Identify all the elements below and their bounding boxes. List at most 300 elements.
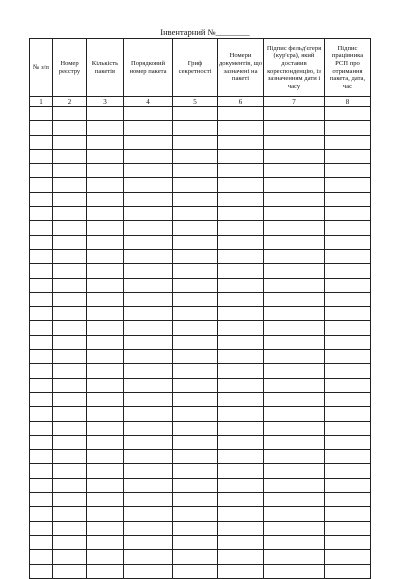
table-cell: [124, 550, 173, 564]
table-cell: [30, 164, 53, 178]
table-cell: [264, 435, 325, 449]
table-cell: [218, 378, 264, 392]
table-cell: [173, 292, 218, 306]
table-cell: [87, 550, 124, 564]
table-cell: [30, 107, 53, 121]
table-cell: [173, 107, 218, 121]
table-cell: [173, 192, 218, 206]
table-cell: [87, 107, 124, 121]
table-cell: [53, 278, 87, 292]
table-cell: [124, 192, 173, 206]
table-cell: [173, 278, 218, 292]
table-cell: [53, 264, 87, 278]
table-cell: [30, 407, 53, 421]
table-cell: [124, 292, 173, 306]
table-cell: [124, 535, 173, 549]
table-cell: [218, 149, 264, 163]
table-cell: [53, 178, 87, 192]
table-cell: [30, 235, 53, 249]
table-row: [30, 378, 371, 392]
header-row: [30, 39, 371, 97]
column-header-courier-signature: Підпис фельд'єгеря (кур'єра), який доставив кореспонденцію, із зазначенням дати і часу: [264, 39, 325, 97]
table-cell: [53, 307, 87, 321]
table-cell: [218, 207, 264, 221]
table-cell: [124, 164, 173, 178]
table-cell: [173, 450, 218, 464]
table-cell: [173, 335, 218, 349]
table-cell: [173, 407, 218, 421]
table-cell: [264, 278, 325, 292]
table-cell: [53, 535, 87, 549]
table-cell: [218, 493, 264, 507]
table-cell: [87, 278, 124, 292]
table-cell: [218, 135, 264, 149]
table-cell: [264, 507, 325, 521]
table-cell: [264, 564, 325, 578]
table-cell: [264, 478, 325, 492]
table-cell: [87, 307, 124, 321]
table-cell: [218, 121, 264, 135]
table-cell: [30, 464, 53, 478]
table-cell: [173, 264, 218, 278]
table-cell: [264, 321, 325, 335]
table-cell: [325, 507, 371, 521]
table-cell: [264, 550, 325, 564]
table-cell: [218, 249, 264, 263]
table-cell: [264, 235, 325, 249]
table-row: [30, 493, 371, 507]
table-cell: [30, 507, 53, 521]
table-cell: [325, 350, 371, 364]
table-cell: [30, 435, 53, 449]
table-cell: [124, 564, 173, 578]
table-cell: [30, 535, 53, 549]
table-cell: [325, 493, 371, 507]
table-cell: [53, 149, 87, 163]
table-cell: [325, 292, 371, 306]
table-cell: [53, 478, 87, 492]
table-cell: [264, 107, 325, 121]
table-cell: [30, 121, 53, 135]
table-cell: [173, 364, 218, 378]
table-cell: [264, 450, 325, 464]
table-cell: [30, 350, 53, 364]
table-row: [30, 521, 371, 535]
table-cell: [218, 521, 264, 535]
table-row: [30, 535, 371, 549]
table-cell: [264, 535, 325, 549]
table-cell: [325, 421, 371, 435]
table-cell: [53, 135, 87, 149]
table-cell: [218, 107, 264, 121]
table-cell: [264, 392, 325, 406]
table-cell: [173, 564, 218, 578]
table-cell: [325, 264, 371, 278]
table-cell: [325, 178, 371, 192]
table-cell: [87, 192, 124, 206]
table-cell: [30, 292, 53, 306]
table-cell: [53, 292, 87, 306]
table-cell: [30, 207, 53, 221]
table-cell: [87, 350, 124, 364]
table-cell: [218, 264, 264, 278]
table-cell: [173, 421, 218, 435]
table-cell: [124, 278, 173, 292]
column-header-seq-no: № з/п: [30, 39, 53, 97]
table-cell: [173, 478, 218, 492]
table-cell: [30, 264, 53, 278]
table-cell: [87, 164, 124, 178]
table-cell: [87, 407, 124, 421]
table-cell: [218, 292, 264, 306]
table-cell: [30, 278, 53, 292]
table-cell: [124, 464, 173, 478]
table-cell: [30, 307, 53, 321]
table-cell: [218, 278, 264, 292]
table-cell: [173, 321, 218, 335]
table-cell: [325, 164, 371, 178]
table-cell: [173, 221, 218, 235]
table-cell: [173, 378, 218, 392]
column-number-row: [30, 97, 371, 107]
table-cell: [87, 264, 124, 278]
column-header-package-count: Кількість пакетів: [87, 39, 124, 97]
table-cell: [264, 164, 325, 178]
table-cell: [30, 321, 53, 335]
table-cell: [218, 335, 264, 349]
table-cell: [264, 121, 325, 135]
table-cell: [124, 107, 173, 121]
table-cell: [53, 321, 87, 335]
table-row: [30, 264, 371, 278]
table-cell: [87, 564, 124, 578]
table-cell: [124, 350, 173, 364]
column-number: 5: [173, 97, 218, 107]
table-row: [30, 407, 371, 421]
table-row: [30, 564, 371, 578]
table-row: [30, 392, 371, 406]
table-cell: [124, 364, 173, 378]
table-cell: [124, 149, 173, 163]
table-cell: [53, 107, 87, 121]
table-cell: [53, 121, 87, 135]
table-cell: [30, 149, 53, 163]
table-cell: [124, 178, 173, 192]
table-cell: [173, 493, 218, 507]
table-cell: [53, 364, 87, 378]
table-cell: [30, 249, 53, 263]
table-cell: [53, 464, 87, 478]
table-row: [30, 421, 371, 435]
column-header-receiver-signature: Підпис працівника РСП про отримання пакета, дата, час: [325, 39, 371, 97]
table-cell: [87, 121, 124, 135]
table-cell: [173, 535, 218, 549]
table-cell: [87, 135, 124, 149]
table-cell: [325, 392, 371, 406]
table-cell: [264, 207, 325, 221]
table-cell: [53, 507, 87, 521]
table-cell: [124, 135, 173, 149]
table-row: [30, 207, 371, 221]
column-number: 1: [30, 97, 53, 107]
column-header-package-serial: Порядковий номер пакета: [124, 39, 173, 97]
table-cell: [30, 221, 53, 235]
table-cell: [124, 521, 173, 535]
table-cell: [124, 435, 173, 449]
table-cell: [218, 350, 264, 364]
table-cell: [264, 464, 325, 478]
table-cell: [87, 235, 124, 249]
table-cell: [87, 378, 124, 392]
table-cell: [325, 149, 371, 163]
table-cell: [124, 478, 173, 492]
column-header-register-number: Номер реєстру: [53, 39, 87, 97]
table-cell: [124, 264, 173, 278]
table-cell: [53, 564, 87, 578]
table-cell: [87, 435, 124, 449]
table-cell: [87, 421, 124, 435]
table-cell: [124, 321, 173, 335]
table-cell: [124, 392, 173, 406]
table-cell: [325, 121, 371, 135]
table-cell: [218, 421, 264, 435]
table-cell: [30, 421, 53, 435]
table-cell: [264, 192, 325, 206]
table-cell: [124, 207, 173, 221]
table-row: [30, 307, 371, 321]
table-cell: [124, 507, 173, 521]
table-cell: [173, 464, 218, 478]
table-row: [30, 507, 371, 521]
table-cell: [264, 493, 325, 507]
table-cell: [325, 307, 371, 321]
table-cell: [87, 478, 124, 492]
table-cell: [325, 235, 371, 249]
table-cell: [264, 135, 325, 149]
column-header-document-numbers: Номери документів, що зазначені на пакеті: [218, 39, 264, 97]
register-table: [29, 38, 371, 579]
column-number: 3: [87, 97, 124, 107]
table-cell: [218, 450, 264, 464]
table-cell: [30, 335, 53, 349]
table-cell: [218, 435, 264, 449]
page-title: Інвентарний №________: [160, 27, 250, 37]
table-cell: [325, 249, 371, 263]
table-cell: [173, 135, 218, 149]
table-cell: [218, 192, 264, 206]
table-row: [30, 121, 371, 135]
table-row: [30, 107, 371, 121]
table-cell: [87, 178, 124, 192]
table-cell: [173, 164, 218, 178]
table-cell: [264, 364, 325, 378]
table-cell: [30, 192, 53, 206]
table-cell: [173, 121, 218, 135]
table-cell: [264, 335, 325, 349]
table-cell: [218, 407, 264, 421]
table-cell: [30, 493, 53, 507]
table-cell: [30, 392, 53, 406]
table-cell: [173, 550, 218, 564]
table-cell: [87, 221, 124, 235]
table-cell: [124, 221, 173, 235]
table-cell: [218, 178, 264, 192]
table-cell: [30, 564, 53, 578]
register-body: [30, 107, 371, 579]
table-cell: [173, 350, 218, 364]
table-cell: [53, 550, 87, 564]
column-number: 6: [218, 97, 264, 107]
table-cell: [53, 493, 87, 507]
table-cell: [325, 464, 371, 478]
table-cell: [30, 378, 53, 392]
column-number: 8: [325, 97, 371, 107]
table-row: [30, 292, 371, 306]
table-cell: [218, 564, 264, 578]
table-row: [30, 221, 371, 235]
table-cell: [124, 307, 173, 321]
table-cell: [325, 478, 371, 492]
table-cell: [87, 535, 124, 549]
table-cell: [124, 378, 173, 392]
table-cell: [218, 478, 264, 492]
table-cell: [325, 135, 371, 149]
table-cell: [325, 564, 371, 578]
table-cell: [325, 335, 371, 349]
table-cell: [173, 392, 218, 406]
table-cell: [87, 321, 124, 335]
table-cell: [264, 407, 325, 421]
table-cell: [53, 435, 87, 449]
table-cell: [264, 307, 325, 321]
column-number: 2: [53, 97, 87, 107]
table-cell: [264, 264, 325, 278]
table-cell: [87, 521, 124, 535]
table-cell: [264, 421, 325, 435]
table-cell: [173, 178, 218, 192]
table-cell: [87, 364, 124, 378]
table-cell: [53, 235, 87, 249]
table-cell: [264, 378, 325, 392]
table-cell: [53, 335, 87, 349]
table-cell: [30, 364, 53, 378]
table-cell: [218, 507, 264, 521]
table-cell: [218, 364, 264, 378]
table-cell: [87, 464, 124, 478]
table-cell: [87, 249, 124, 263]
table-cell: [30, 178, 53, 192]
table-cell: [325, 435, 371, 449]
table-cell: [30, 135, 53, 149]
table-cell: [325, 321, 371, 335]
table-row: [30, 435, 371, 449]
table-cell: [124, 249, 173, 263]
table-cell: [87, 507, 124, 521]
table-cell: [325, 207, 371, 221]
table-row: [30, 192, 371, 206]
table-cell: [325, 378, 371, 392]
table-cell: [218, 464, 264, 478]
table-row: [30, 135, 371, 149]
table-cell: [124, 121, 173, 135]
table-cell: [325, 192, 371, 206]
table-cell: [53, 164, 87, 178]
table-row: [30, 321, 371, 335]
table-cell: [325, 107, 371, 121]
table-cell: [87, 392, 124, 406]
table-cell: [124, 407, 173, 421]
table-cell: [30, 478, 53, 492]
table-row: [30, 178, 371, 192]
table-row: [30, 550, 371, 564]
table-cell: [325, 550, 371, 564]
table-cell: [218, 235, 264, 249]
table-cell: [124, 235, 173, 249]
table-cell: [53, 350, 87, 364]
table-cell: [325, 221, 371, 235]
table-cell: [218, 307, 264, 321]
table-cell: [124, 421, 173, 435]
table-cell: [173, 521, 218, 535]
table-cell: [173, 235, 218, 249]
table-cell: [218, 550, 264, 564]
table-row: [30, 235, 371, 249]
column-header-classification: Гриф секретності: [173, 39, 218, 97]
table-row: [30, 249, 371, 263]
table-cell: [173, 435, 218, 449]
table-row: [30, 450, 371, 464]
table-cell: [30, 450, 53, 464]
table-cell: [53, 521, 87, 535]
table-cell: [218, 392, 264, 406]
table-cell: [218, 321, 264, 335]
table-cell: [173, 207, 218, 221]
table-row: [30, 164, 371, 178]
table-cell: [173, 307, 218, 321]
table-row: [30, 364, 371, 378]
table-cell: [87, 493, 124, 507]
table-row: [30, 478, 371, 492]
table-cell: [87, 149, 124, 163]
table-cell: [87, 207, 124, 221]
table-cell: [53, 207, 87, 221]
table-cell: [218, 535, 264, 549]
table-cell: [325, 521, 371, 535]
table-cell: [53, 407, 87, 421]
table-cell: [325, 278, 371, 292]
table-row: [30, 149, 371, 163]
table-cell: [218, 164, 264, 178]
table-cell: [87, 292, 124, 306]
table-cell: [53, 221, 87, 235]
table-cell: [173, 507, 218, 521]
table-cell: [30, 521, 53, 535]
table-cell: [53, 421, 87, 435]
table-cell: [325, 535, 371, 549]
column-number: 7: [264, 97, 325, 107]
table-cell: [124, 493, 173, 507]
table-row: [30, 350, 371, 364]
column-number: 4: [124, 97, 173, 107]
table-cell: [264, 221, 325, 235]
table-cell: [124, 450, 173, 464]
table-cell: [87, 335, 124, 349]
table-cell: [30, 550, 53, 564]
table-cell: [264, 149, 325, 163]
table-cell: [53, 450, 87, 464]
table-cell: [53, 378, 87, 392]
table-cell: [325, 407, 371, 421]
